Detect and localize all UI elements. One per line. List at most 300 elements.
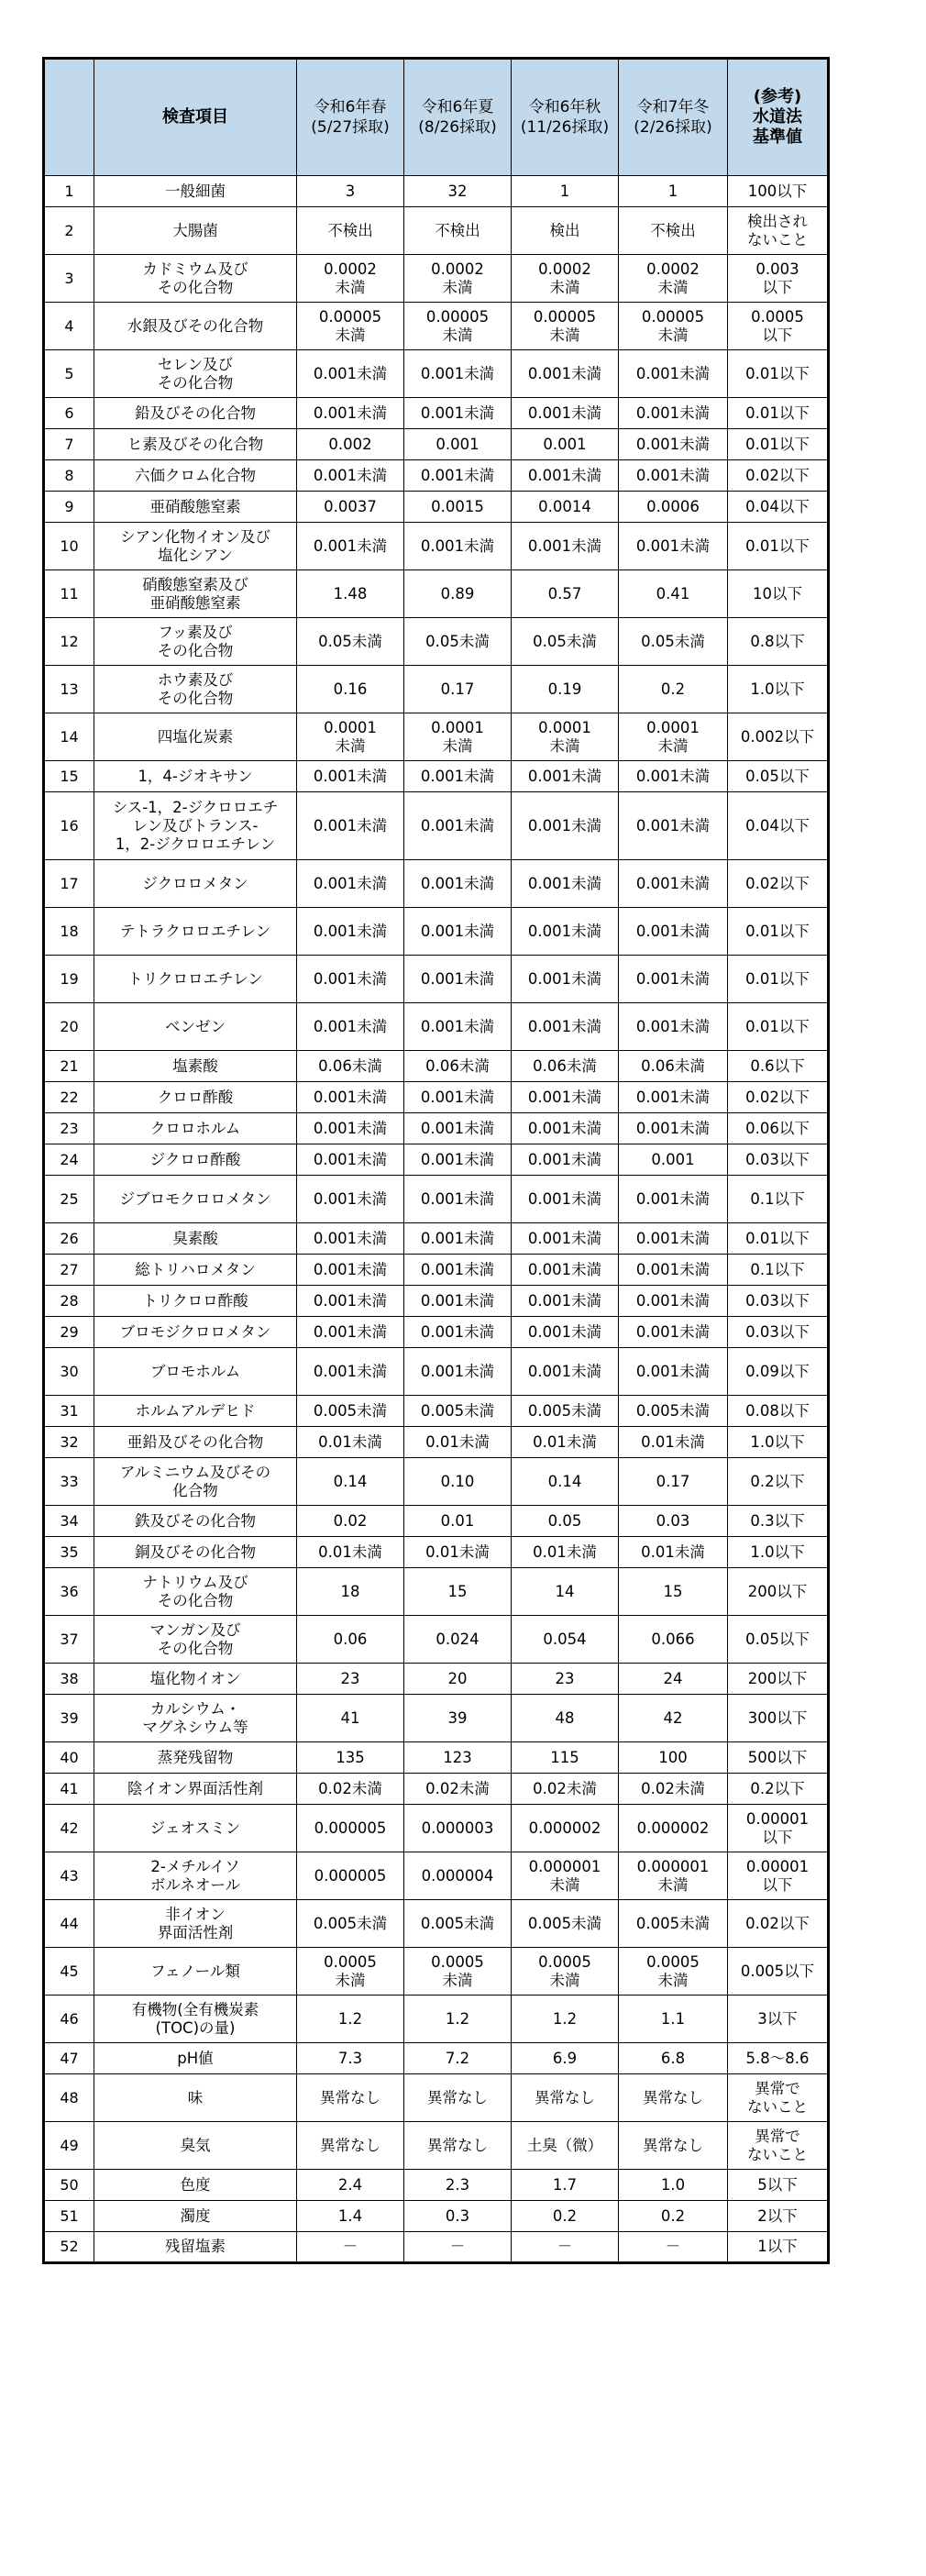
cell-item-text: 2-メチルイソ ボルネオール <box>149 1857 241 1894</box>
table-row <box>44 255 829 303</box>
cell-item-text: ブロモジクロロメタン <box>119 1322 271 1341</box>
cell-ref <box>728 1742 829 1774</box>
cell-summer-text: 0.001未満 <box>420 767 495 785</box>
cell-winter <box>619 1003 728 1051</box>
cell-spring-text: 0.001未満 <box>313 874 388 892</box>
cell-ref-text: 0.02以下 <box>745 466 810 484</box>
cell-autumn <box>512 2043 619 2074</box>
cell-no <box>44 1458 94 1506</box>
cell-summer <box>404 666 512 713</box>
cell-autumn-text: 0.001未満 <box>527 1362 602 1380</box>
cell-item <box>94 1506 297 1537</box>
cell-winter <box>619 1223 728 1255</box>
cell-summer <box>404 1396 512 1427</box>
cell-no <box>44 1348 94 1396</box>
cell-item-text: 非イオン 界面活性剤 <box>157 1905 234 1941</box>
cell-ref-text: 0.3以下 <box>750 1511 805 1530</box>
cell-winter <box>619 1616 728 1664</box>
cell-winter-text: 0.01未満 <box>641 1432 705 1451</box>
cell-item <box>94 1396 297 1427</box>
cell-summer <box>404 460 512 492</box>
cell-spring-text: 0.001未満 <box>313 816 388 835</box>
cell-summer-text: 0.005未満 <box>420 1401 495 1420</box>
cell-spring <box>297 207 404 255</box>
table-row <box>44 1113 829 1144</box>
cell-no-text: 7 <box>64 435 74 453</box>
cell-autumn <box>512 1458 619 1506</box>
cell-spring <box>297 303 404 350</box>
cell-ref-text: 200以下 <box>747 1582 808 1600</box>
cell-winter-text: 0.001 <box>651 1150 695 1168</box>
cell-spring-text: 0.001未満 <box>313 767 388 785</box>
cell-summer-text: 20 <box>447 1669 468 1687</box>
cell-summer <box>404 176 512 207</box>
cell-winter-text: 0.2 <box>660 2206 686 2225</box>
cell-winter <box>619 492 728 523</box>
cell-spring-text: 0.001未満 <box>313 404 388 422</box>
table-row <box>44 2170 829 2201</box>
cell-spring-text: 1.4 <box>337 2206 363 2225</box>
cell-ref-text: 1.0以下 <box>750 1542 805 1561</box>
cell-item-text: ジェオスミン <box>149 1819 241 1837</box>
cell-no-text: 39 <box>60 1708 79 1727</box>
cell-winter <box>619 2201 728 2232</box>
cell-no <box>44 2122 94 2170</box>
cell-autumn-text: 0.001未満 <box>527 874 602 892</box>
cell-summer-text: 15 <box>447 1582 468 1600</box>
cell-summer <box>404 1348 512 1396</box>
cell-no-text: 2 <box>64 221 74 239</box>
cell-item-text: 色度 <box>180 2175 211 2194</box>
cell-summer-text: 0.005未満 <box>420 1914 495 1932</box>
table-row <box>44 1537 829 1568</box>
cell-autumn-text: 0.001未満 <box>527 767 602 785</box>
cell-ref-text: 0.05以下 <box>745 767 810 785</box>
cell-winter-text: 6.8 <box>660 2049 686 2067</box>
cell-autumn <box>512 761 619 792</box>
cell-item-text: アルミニウム及びその 化合物 <box>119 1463 271 1499</box>
cell-winter <box>619 1427 728 1458</box>
cell-autumn-text: 0.05未満 <box>533 632 597 650</box>
cell-ref <box>728 176 829 207</box>
cell-spring <box>297 956 404 1003</box>
cell-no <box>44 1427 94 1458</box>
cell-winter-text: 0.0001 未満 <box>646 718 700 755</box>
cell-ref <box>728 1427 829 1458</box>
cell-ref <box>728 1852 829 1900</box>
cell-no <box>44 1082 94 1113</box>
cell-autumn-text: 0.001未満 <box>527 816 602 835</box>
cell-item <box>94 1082 297 1113</box>
cell-spring <box>297 350 404 398</box>
cell-ref-text: 300以下 <box>747 1708 808 1727</box>
cell-ref <box>728 792 829 860</box>
cell-no-text: 24 <box>60 1150 79 1168</box>
cell-winter-text: 0.001未満 <box>635 1017 711 1035</box>
cell-summer-text: 異常なし <box>427 2088 488 2106</box>
cell-ref <box>728 429 829 460</box>
cell-winter <box>619 1317 728 1348</box>
cell-ref-text: 0.08以下 <box>745 1401 810 1420</box>
cell-autumn-text: 0.001未満 <box>527 404 602 422</box>
cell-autumn <box>512 1348 619 1396</box>
cell-summer-text: 0.000003 <box>421 1819 494 1837</box>
cell-autumn-text: 0.001未満 <box>527 1119 602 1137</box>
cell-autumn <box>512 1003 619 1051</box>
cell-winter-text: 0.03 <box>656 1511 690 1530</box>
water-quality-table-container <box>42 57 827 2264</box>
cell-summer-text: 0.001未満 <box>420 1088 495 1106</box>
cell-summer-text: 0.001未満 <box>420 1322 495 1341</box>
cell-autumn-text: 0.001未満 <box>527 364 602 382</box>
cell-no-text: 50 <box>60 2175 79 2194</box>
cell-no-text: 21 <box>60 1056 79 1075</box>
cell-ref <box>728 956 829 1003</box>
cell-no-text: 33 <box>60 1472 79 1490</box>
cell-summer <box>404 713 512 761</box>
cell-autumn-text: 48 <box>555 1708 575 1727</box>
cell-winter-text: 0.01未満 <box>641 1542 705 1561</box>
cell-item <box>94 2170 297 2201</box>
cell-item-text: ジブロモクロロメタン <box>119 1189 271 1208</box>
cell-summer <box>404 2201 512 2232</box>
cell-item <box>94 1317 297 1348</box>
cell-no <box>44 666 94 713</box>
cell-no-text: 34 <box>60 1511 79 1530</box>
table-row <box>44 1568 829 1616</box>
cell-spring <box>297 255 404 303</box>
table-row <box>44 1900 829 1948</box>
cell-summer <box>404 2074 512 2122</box>
cell-autumn-text: 0.57 <box>547 584 582 603</box>
cell-autumn <box>512 1506 619 1537</box>
cell-autumn <box>512 1537 619 1568</box>
cell-ref <box>728 1396 829 1427</box>
cell-spring <box>297 1742 404 1774</box>
cell-summer <box>404 492 512 523</box>
cell-autumn-text: 0.001未満 <box>527 922 602 940</box>
cell-autumn-text: 0.001未満 <box>527 1088 602 1106</box>
cell-spring <box>297 1051 404 1082</box>
cell-autumn <box>512 2074 619 2122</box>
cell-item-text: フッ素及び その化合物 <box>157 623 234 659</box>
cell-autumn-text: 0.001未満 <box>527 1017 602 1035</box>
cell-item <box>94 398 297 429</box>
cell-item-text: 臭気 <box>180 2136 211 2154</box>
cell-spring-text: 0.05未満 <box>318 632 382 650</box>
cell-ref <box>728 1458 829 1506</box>
cell-winter-text: 0.001未満 <box>635 466 711 484</box>
cell-item <box>94 2232 297 2263</box>
cell-no-text: 5 <box>64 364 74 382</box>
cell-winter <box>619 713 728 761</box>
cell-no-text: 38 <box>60 1669 79 1687</box>
cell-item <box>94 1427 297 1458</box>
cell-spring <box>297 1317 404 1348</box>
cell-summer <box>404 1317 512 1348</box>
cell-autumn-text: 0.19 <box>547 680 582 698</box>
cell-ref <box>728 2122 829 2170</box>
cell-no-text: 13 <box>60 680 79 698</box>
cell-summer-text: 0.3 <box>445 2206 470 2225</box>
cell-summer <box>404 1003 512 1051</box>
header-autumn: 令和6年秋 (11/26採取) <box>512 59 619 176</box>
cell-no <box>44 255 94 303</box>
cell-item-text: 鉛及びその化合物 <box>135 404 256 422</box>
cell-autumn-text: 6.9 <box>552 2049 578 2067</box>
cell-ref-text: 0.02以下 <box>745 1088 810 1106</box>
cell-ref-text: 0.01以下 <box>745 536 810 555</box>
cell-winter-text: 0.02未満 <box>641 1779 705 1797</box>
cell-summer-text: 2.3 <box>445 2175 470 2194</box>
cell-autumn-text: 土臭（微） <box>526 2136 603 2154</box>
cell-winter-text: 0.005未満 <box>635 1914 711 1932</box>
cell-autumn-text: 0.05 <box>547 1511 582 1530</box>
cell-item <box>94 207 297 255</box>
cell-no <box>44 1255 94 1286</box>
cell-no-text: 49 <box>60 2136 79 2154</box>
cell-no <box>44 908 94 956</box>
cell-winter-text: 0.00005 未満 <box>641 307 705 344</box>
cell-summer-text: 0.001未満 <box>420 816 495 835</box>
table-row <box>44 713 829 761</box>
cell-spring <box>297 460 404 492</box>
cell-summer-text: 0.01未満 <box>425 1432 490 1451</box>
cell-autumn <box>512 255 619 303</box>
cell-summer-text: 123 <box>443 1748 472 1766</box>
cell-summer-text: 0.89 <box>440 584 475 603</box>
cell-summer <box>404 761 512 792</box>
cell-item <box>94 492 297 523</box>
cell-no <box>44 429 94 460</box>
table-row <box>44 2074 829 2122</box>
cell-ref-text: 0.01以下 <box>745 922 810 940</box>
cell-ref <box>728 1082 829 1113</box>
cell-ref <box>728 1348 829 1396</box>
cell-spring-text: 不検出 <box>327 221 373 239</box>
cell-spring-text: 2.4 <box>337 2175 363 2194</box>
cell-no-text: 43 <box>60 1866 79 1885</box>
cell-no <box>44 2043 94 2074</box>
cell-item <box>94 1616 297 1664</box>
cell-autumn-text: 0.001未満 <box>527 1189 602 1208</box>
header-spring: 令和6年春 (5/27採取) <box>297 59 404 176</box>
cell-no <box>44 1223 94 1255</box>
cell-ref-text: 0.2以下 <box>750 1472 805 1490</box>
cell-ref <box>728 1996 829 2043</box>
cell-ref-text: 異常で ないこと <box>747 2127 808 2163</box>
cell-winter <box>619 666 728 713</box>
cell-autumn-text: 0.06未満 <box>533 1056 597 1075</box>
cell-summer <box>404 2043 512 2074</box>
cell-item-text: 濁度 <box>180 2206 211 2225</box>
cell-ref-text: 0.03以下 <box>745 1291 810 1310</box>
cell-no-text: 28 <box>60 1291 79 1310</box>
cell-ref-text: 0.005以下 <box>740 1962 815 1980</box>
cell-spring <box>297 1506 404 1537</box>
cell-item-text: シアン化物イオン及び 塩化シアン <box>120 527 270 564</box>
cell-winter-text: 0.066 <box>651 1630 695 1648</box>
cell-autumn <box>512 1396 619 1427</box>
cell-autumn <box>512 1742 619 1774</box>
cell-autumn <box>512 792 619 860</box>
cell-winter <box>619 2074 728 2122</box>
cell-summer-text: 0.001未満 <box>420 874 495 892</box>
table-row <box>44 1774 829 1805</box>
cell-spring-text: 0.0002 未満 <box>324 260 377 296</box>
cell-winter <box>619 1255 728 1286</box>
cell-no <box>44 398 94 429</box>
cell-no-text: 29 <box>60 1322 79 1341</box>
cell-item-text: トリクロロ酢酸 <box>142 1291 248 1310</box>
cell-summer-text: 0.01 <box>440 1511 475 1530</box>
cell-item <box>94 1113 297 1144</box>
cell-no <box>44 1996 94 2043</box>
cell-summer-text: 0.001未満 <box>420 1260 495 1278</box>
table-row <box>44 1695 829 1742</box>
cell-summer-text: 0.001未満 <box>420 1119 495 1137</box>
cell-winter <box>619 1082 728 1113</box>
header-inspection-item: 検査項目 <box>94 59 297 176</box>
cell-ref-text: 3以下 <box>757 2009 798 2028</box>
cell-autumn <box>512 1176 619 1223</box>
cell-spring-text: 0.001未満 <box>313 364 388 382</box>
cell-item-text: 硝酸態窒素及び 亜硝酸態窒素 <box>142 575 248 612</box>
cell-spring <box>297 1458 404 1506</box>
cell-winter <box>619 570 728 618</box>
table-row <box>44 350 829 398</box>
cell-winter <box>619 1113 728 1144</box>
cell-spring <box>297 176 404 207</box>
cell-winter <box>619 398 728 429</box>
cell-ref <box>728 1900 829 1948</box>
cell-ref-text: 0.0005 以下 <box>751 307 804 344</box>
table-row <box>44 207 829 255</box>
cell-summer <box>404 255 512 303</box>
cell-spring-text: 0.0037 <box>324 497 377 515</box>
cell-summer <box>404 1852 512 1900</box>
cell-winter <box>619 1396 728 1427</box>
header-summer: 令和6年夏 (8/26採取) <box>404 59 512 176</box>
cell-ref-text: 200以下 <box>747 1669 808 1687</box>
cell-winter <box>619 618 728 666</box>
cell-ref-text: 0.04以下 <box>745 816 810 835</box>
cell-winter-text: 0.001未満 <box>635 922 711 940</box>
cell-item <box>94 2074 297 2122</box>
cell-winter <box>619 1664 728 1695</box>
cell-ref <box>728 860 829 908</box>
cell-winter-text: 0.001未満 <box>635 874 711 892</box>
cell-summer-text: 32 <box>447 182 468 200</box>
cell-winter <box>619 1537 728 1568</box>
cell-no-text: 20 <box>60 1017 79 1035</box>
cell-spring <box>297 1286 404 1317</box>
table-row <box>44 2201 829 2232</box>
cell-spring <box>297 398 404 429</box>
cell-item <box>94 956 297 1003</box>
cell-no-text: 31 <box>60 1401 79 1420</box>
cell-item <box>94 460 297 492</box>
cell-spring <box>297 1616 404 1664</box>
cell-no <box>44 1506 94 1537</box>
cell-autumn-text: 0.005未満 <box>527 1914 602 1932</box>
cell-winter <box>619 1900 728 1948</box>
cell-ref <box>728 398 829 429</box>
cell-item <box>94 1255 297 1286</box>
cell-ref-text: 500以下 <box>747 1748 808 1766</box>
cell-ref-text: 検出され ないこと <box>747 212 808 249</box>
cell-spring <box>297 2201 404 2232</box>
cell-item-text: ジクロロメタン <box>142 874 248 892</box>
cell-spring <box>297 1695 404 1742</box>
cell-spring-text: 0.02 <box>333 1511 368 1530</box>
cell-autumn <box>512 350 619 398</box>
cell-spring-text: 0.0001 未満 <box>324 718 377 755</box>
cell-item-text: カドミウム及び その化合物 <box>142 260 248 296</box>
cell-no-text: 47 <box>60 2049 79 2067</box>
cell-no <box>44 2074 94 2122</box>
cell-item <box>94 1144 297 1176</box>
table-row <box>44 398 829 429</box>
cell-winter <box>619 255 728 303</box>
cell-spring-text: 0.001未満 <box>313 1017 388 1035</box>
cell-ref <box>728 1113 829 1144</box>
cell-no-text: 26 <box>60 1229 79 1247</box>
cell-autumn <box>512 1223 619 1255</box>
table-row <box>44 1616 829 1664</box>
cell-no <box>44 956 94 1003</box>
cell-spring <box>297 1996 404 2043</box>
cell-autumn-text: 0.001未満 <box>527 1229 602 1247</box>
cell-autumn <box>512 492 619 523</box>
cell-winter <box>619 350 728 398</box>
cell-ref <box>728 255 829 303</box>
cell-ref <box>728 2170 829 2201</box>
cell-no-text: 6 <box>64 404 74 422</box>
cell-no <box>44 1144 94 1176</box>
cell-summer <box>404 1537 512 1568</box>
cell-no <box>44 1396 94 1427</box>
cell-spring-text: 0.01未満 <box>318 1542 382 1561</box>
cell-spring-text: 23 <box>340 1669 360 1687</box>
cell-autumn-text: 0.0001 未満 <box>538 718 591 755</box>
cell-winter <box>619 908 728 956</box>
table-row <box>44 1003 829 1051</box>
cell-winter-text: 0.001未満 <box>635 816 711 835</box>
header-row <box>44 59 829 176</box>
cell-winter-text: 0.001未満 <box>635 404 711 422</box>
cell-winter <box>619 460 728 492</box>
cell-item <box>94 255 297 303</box>
cell-winter-text: 0.001未満 <box>635 1260 711 1278</box>
cell-autumn-text: 0.001未満 <box>527 1150 602 1168</box>
cell-spring-text: 0.001未満 <box>313 1229 388 1247</box>
cell-no <box>44 1317 94 1348</box>
table-row <box>44 1948 829 1996</box>
cell-winter <box>619 2170 728 2201</box>
cell-ref-text: 0.1以下 <box>750 1260 805 1278</box>
cell-summer-text: 異常なし <box>427 2136 488 2154</box>
cell-spring-text: 0.001未満 <box>313 922 388 940</box>
cell-autumn-text: 0.000002 <box>528 1819 601 1837</box>
cell-summer <box>404 207 512 255</box>
cell-no <box>44 1568 94 1616</box>
cell-item <box>94 1664 297 1695</box>
cell-summer-text: 0.02未満 <box>425 1779 490 1797</box>
cell-spring-text: 0.001未満 <box>313 1189 388 1208</box>
cell-no <box>44 792 94 860</box>
cell-summer <box>404 398 512 429</box>
